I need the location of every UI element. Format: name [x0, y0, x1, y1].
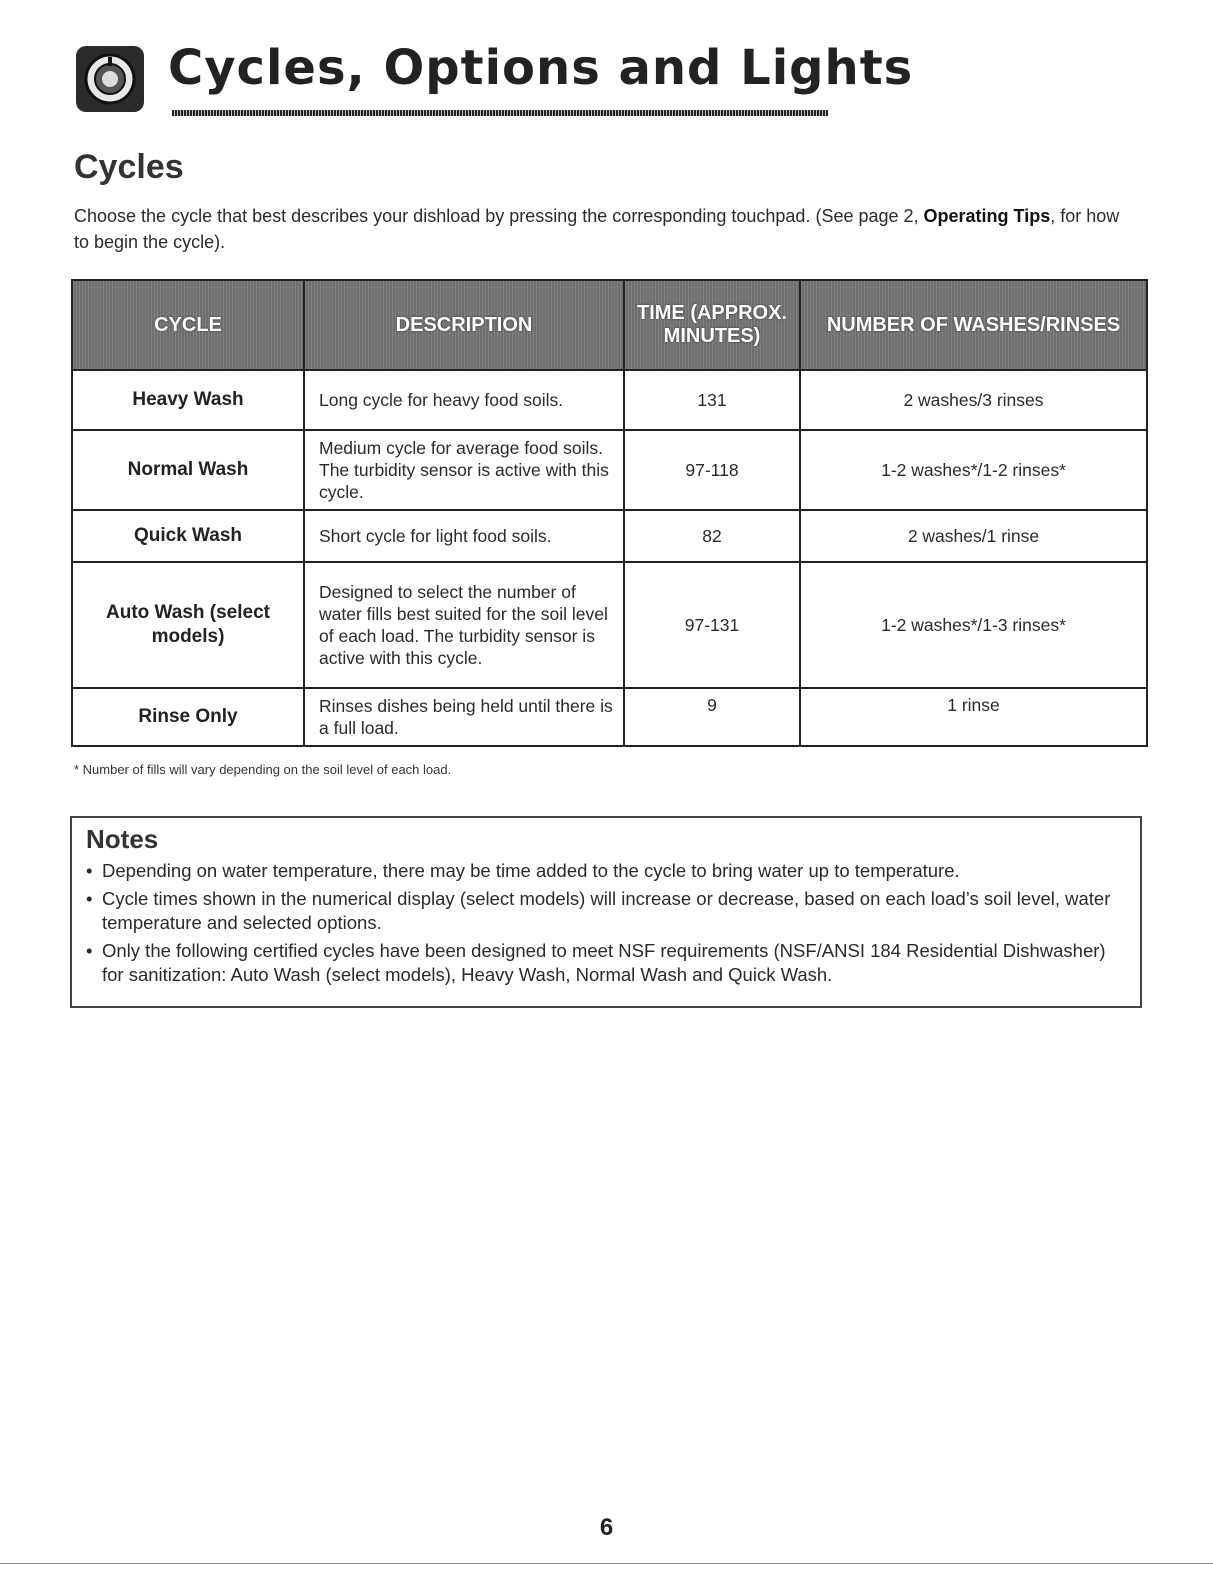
- table-footnote: * Number of fills will vary depending on the soil level of each load.: [74, 762, 452, 777]
- cycle-time: 97-131: [624, 562, 800, 688]
- cycle-name: Quick Wash: [72, 510, 304, 562]
- header-washes-rinses: NUMBER OF WASHES/RINSES: [800, 280, 1147, 370]
- list-item: [86, 939, 1126, 987]
- cycle-time: 82: [624, 510, 800, 562]
- table-header-row: [72, 280, 1147, 370]
- bullet-icon: •: [86, 860, 93, 881]
- header-description: DESCRIPTION: [304, 280, 624, 370]
- note-text: Cycle times shown in the numerical display (select models) will increase or decrease, based on each load’s soil level, water temperature and selected options.: [102, 888, 1111, 933]
- table-row: [72, 370, 1147, 430]
- cycles-table: [71, 279, 1148, 747]
- section-heading: Cycles: [74, 148, 184, 186]
- cycle-time: 131: [624, 370, 800, 430]
- table-row: [72, 562, 1147, 688]
- cycle-name: Heavy Wash: [72, 370, 304, 430]
- cycle-washes: 1-2 washes*/1-3 rinses*: [800, 562, 1147, 688]
- intro-text: Choose the cycle that best describes your dishload by pressing the corresponding touchpad. (See page 2,: [74, 206, 924, 226]
- note-text: Depending on water temperature, there may be time added to the cycle to bring water up to temperature.: [102, 860, 960, 881]
- cycle-name: Rinse Only: [72, 688, 304, 746]
- cycle-washes: 2 washes/1 rinse: [800, 510, 1147, 562]
- cycle-name: Normal Wash: [72, 430, 304, 510]
- operating-tips-reference: Operating Tips: [923, 206, 1051, 226]
- intro-text-end: , for how to begin the cycle).: [74, 206, 1120, 252]
- cycle-time: 97-118: [624, 430, 800, 510]
- dishwasher-dial-icon: [76, 46, 144, 112]
- cycle-washes: 1 rinse: [800, 688, 1147, 746]
- table-row: [72, 430, 1147, 510]
- cycle-name: Auto Wash (select models): [72, 562, 304, 688]
- list-item: [86, 859, 1126, 883]
- page-header: [76, 36, 914, 118]
- header-time: TIME (APPROX. MINUTES): [624, 280, 800, 370]
- notes-box: [70, 816, 1142, 1008]
- title-underline: [172, 110, 828, 116]
- cycle-description: Rinses dishes being held until there is a full load.: [304, 688, 624, 746]
- page-number: 6: [599, 1514, 614, 1541]
- table-row: [72, 688, 1147, 746]
- cycle-time: 9: [624, 688, 800, 746]
- notes-title: Notes: [86, 824, 159, 854]
- cycle-washes: 1-2 washes*/1-2 rinses*: [800, 430, 1147, 510]
- notes-list: [86, 859, 1126, 987]
- cycle-description: Long cycle for heavy food soils.: [304, 370, 624, 430]
- table-row: [72, 510, 1147, 562]
- bullet-icon: •: [86, 888, 93, 909]
- cycle-description: Medium cycle for average food soils. The turbidity sensor is active with this cycle.: [304, 430, 624, 510]
- cycle-description: Designed to select the number of water fills best suited for the soil level of each load. The turbidity sensor is active with this cycle.: [304, 562, 624, 688]
- note-text: Only the following certified cycles have been designed to meet NSF requirements (NSF/ANSI 184 Residential Dishwasher) for sanitization: Auto Wash (select models), Heavy Wash, Normal Wash and Quick Wash.: [102, 940, 1106, 985]
- intro-paragraph: [74, 203, 1124, 255]
- cycle-washes: 2 washes/3 rinses: [800, 370, 1147, 430]
- bullet-icon: •: [86, 940, 93, 961]
- list-item: [86, 887, 1126, 935]
- header-cycle: CYCLE: [72, 280, 304, 370]
- page-bottom-rule: [0, 1563, 1213, 1564]
- cycle-description: Short cycle for light food soils.: [304, 510, 624, 562]
- page-title: Cycles, Options and Lights: [168, 40, 914, 96]
